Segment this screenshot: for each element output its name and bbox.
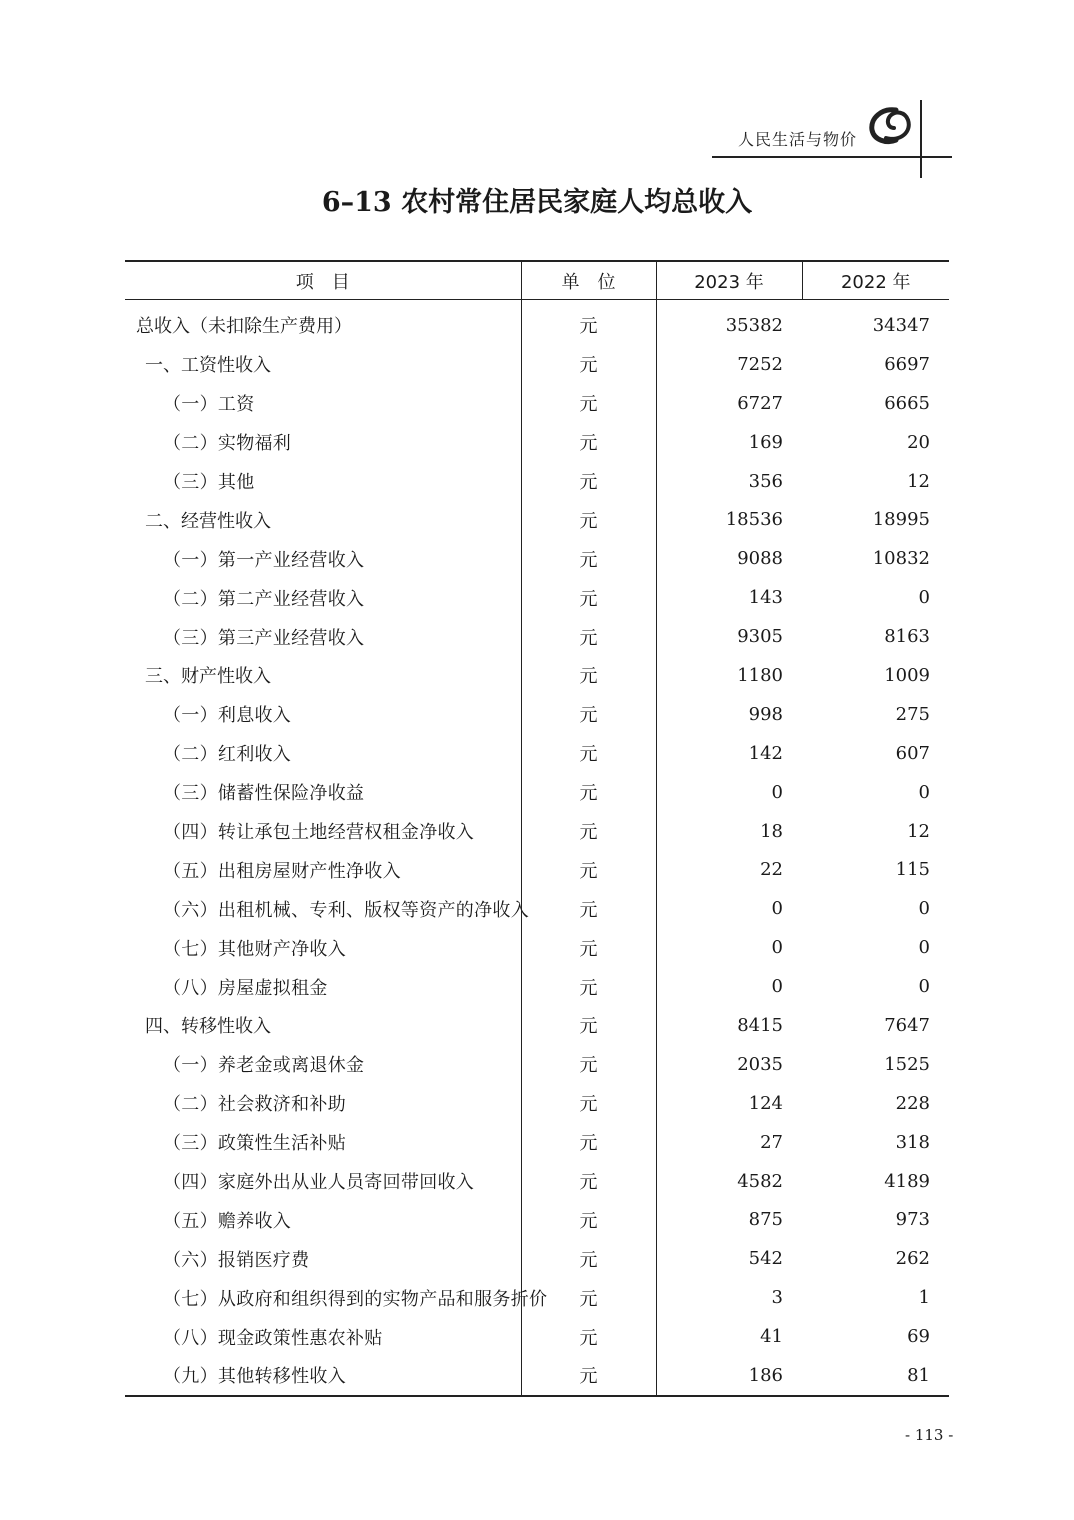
row-unit: 元 bbox=[521, 578, 656, 617]
row-value-2023: 1180 bbox=[737, 664, 783, 686]
row-item-label: （七）从政府和组织得到的实物产品和服务折价 bbox=[163, 1288, 548, 1310]
table-row bbox=[125, 300, 949, 345]
row-value-2022: 34347 bbox=[872, 314, 930, 336]
row-value-2023: 356 bbox=[748, 470, 783, 492]
row-value-2022: 262 bbox=[895, 1248, 930, 1270]
table-row bbox=[125, 1123, 949, 1162]
row-item-label: （五）赡养收入 bbox=[163, 1210, 292, 1232]
row-unit: 元 bbox=[521, 695, 656, 734]
table-row bbox=[125, 1162, 949, 1201]
row-value-2022: 0 bbox=[918, 898, 930, 920]
row-value-2022: 1 bbox=[918, 1287, 930, 1309]
row-value-2023: 9305 bbox=[737, 626, 783, 648]
row-item-label: 二、经营性收入 bbox=[145, 510, 271, 532]
row-value-2022: 69 bbox=[907, 1326, 930, 1348]
row-value-2022: 1525 bbox=[884, 1053, 930, 1075]
table-row bbox=[125, 1356, 949, 1396]
column-header-2023: 2023 年 bbox=[656, 261, 802, 300]
table-row bbox=[125, 850, 949, 889]
table-row bbox=[125, 1278, 949, 1317]
row-value-2022: 0 bbox=[918, 976, 930, 998]
row-value-2022: 0 bbox=[918, 587, 930, 609]
row-item-label: 总收入（未扣除生产费用） bbox=[136, 316, 352, 338]
row-value-2022: 0 bbox=[918, 937, 930, 959]
row-unit: 元 bbox=[521, 1123, 656, 1162]
income-table bbox=[125, 260, 949, 1397]
row-item-label: （八）现金政策性惠农补贴 bbox=[163, 1327, 383, 1349]
row-value-2022: 318 bbox=[895, 1131, 930, 1153]
row-value-2023: 998 bbox=[748, 703, 783, 725]
row-unit: 元 bbox=[521, 423, 656, 462]
row-value-2023: 142 bbox=[748, 742, 783, 764]
table-row bbox=[125, 423, 949, 462]
table-row bbox=[125, 889, 949, 928]
row-value-2023: 0 bbox=[771, 898, 783, 920]
row-item-label: （三）储蓄性保险净收益 bbox=[163, 783, 365, 805]
row-value-2022: 607 bbox=[895, 742, 930, 764]
row-item-label: （八）房屋虚拟租金 bbox=[163, 977, 328, 999]
row-value-2023: 4582 bbox=[737, 1170, 783, 1192]
table-row bbox=[125, 578, 949, 617]
row-unit: 元 bbox=[521, 773, 656, 812]
column-header-unit: 单 位 bbox=[521, 261, 656, 300]
row-unit: 元 bbox=[521, 850, 656, 889]
row-item-label: （二）第二产业经营收入 bbox=[163, 588, 365, 610]
row-item-label: （二）实物福利 bbox=[163, 433, 292, 455]
row-value-2023: 7252 bbox=[737, 353, 783, 375]
row-value-2022: 20 bbox=[907, 431, 930, 453]
section-label: 人民生活与物价 bbox=[738, 130, 858, 149]
row-value-2022: 18995 bbox=[872, 509, 930, 531]
row-value-2023: 542 bbox=[748, 1248, 783, 1270]
table-row bbox=[125, 462, 949, 501]
row-item-label: （五）出租房屋财产性净收入 bbox=[163, 860, 401, 882]
row-unit: 元 bbox=[521, 1200, 656, 1239]
row-unit: 元 bbox=[521, 500, 656, 539]
row-value-2023: 0 bbox=[771, 937, 783, 959]
row-unit: 元 bbox=[521, 539, 656, 578]
row-value-2022: 8163 bbox=[884, 626, 930, 648]
header-rule-vertical bbox=[920, 100, 922, 178]
table-row bbox=[125, 734, 949, 773]
row-value-2023: 3 bbox=[771, 1287, 783, 1309]
row-unit: 元 bbox=[521, 928, 656, 967]
row-unit: 元 bbox=[521, 617, 656, 656]
row-item-label: （三）政策性生活补贴 bbox=[163, 1133, 346, 1155]
row-unit: 元 bbox=[521, 1006, 656, 1045]
row-unit: 元 bbox=[521, 1084, 656, 1123]
table-row bbox=[125, 967, 949, 1006]
row-unit: 元 bbox=[521, 734, 656, 773]
row-value-2022: 0 bbox=[918, 781, 930, 803]
table-row bbox=[125, 384, 949, 423]
row-item-label: （六）出租机械、专利、版权等资产的净收入 bbox=[163, 899, 529, 921]
row-item-label: 一、工资性收入 bbox=[145, 355, 271, 377]
row-item-label: 三、财产性收入 bbox=[145, 666, 271, 688]
row-item-label: （一）第一产业经营收入 bbox=[163, 549, 365, 571]
table-row bbox=[125, 773, 949, 812]
row-item-label: （四）转让承包土地经营权租金净收入 bbox=[163, 822, 475, 844]
row-value-2023: 6727 bbox=[737, 392, 783, 414]
row-unit: 元 bbox=[521, 1045, 656, 1084]
column-header-item: 项 目 bbox=[125, 261, 521, 300]
row-value-2023: 124 bbox=[748, 1092, 783, 1114]
row-value-2023: 875 bbox=[748, 1209, 783, 1231]
row-unit: 元 bbox=[521, 345, 656, 384]
row-item-label: （一）工资 bbox=[163, 394, 255, 416]
row-item-label: （九）其他转移性收入 bbox=[125, 1356, 521, 1396]
row-unit: 元 bbox=[521, 1239, 656, 1278]
row-value-2023: 143 bbox=[748, 587, 783, 609]
row-value-2023: 18 bbox=[760, 820, 783, 842]
row-value-2023: 35382 bbox=[725, 314, 783, 336]
row-value-2022: 10832 bbox=[872, 548, 930, 570]
row-item-label: （三）第三产业经营收入 bbox=[163, 627, 365, 649]
row-item-label: （七）其他财产净收入 bbox=[163, 938, 346, 960]
table-title: 6–13 农村常住居民家庭人均总收入 bbox=[321, 187, 753, 218]
table-row bbox=[125, 539, 949, 578]
row-unit: 元 bbox=[521, 300, 656, 345]
table-row bbox=[125, 1200, 949, 1239]
table-row bbox=[125, 617, 949, 656]
row-value-2023: 9088 bbox=[737, 548, 783, 570]
row-value-2022: 6697 bbox=[884, 353, 930, 375]
row-value-2023: 169 bbox=[748, 431, 783, 453]
row-unit: 元 bbox=[521, 384, 656, 423]
row-unit: 元 bbox=[521, 1162, 656, 1201]
row-unit: 元 bbox=[521, 1317, 656, 1356]
row-value-2023: 27 bbox=[760, 1131, 783, 1153]
row-value-2022: 7647 bbox=[884, 1014, 930, 1036]
row-value-2023: 8415 bbox=[737, 1014, 783, 1036]
row-value-2022: 12 bbox=[907, 470, 930, 492]
row-item-label: 四、转移性收入 bbox=[145, 1016, 271, 1038]
row-item-label: （一）养老金或离退休金 bbox=[163, 1055, 365, 1077]
row-value-2023: 2035 bbox=[737, 1053, 783, 1075]
row-value-2023: 0 bbox=[771, 781, 783, 803]
table-row bbox=[125, 345, 949, 384]
row-item-label: （六）报销医疗费 bbox=[163, 1249, 310, 1271]
table-row bbox=[125, 1045, 949, 1084]
row-value-2022: 4189 bbox=[884, 1170, 930, 1192]
row-value-2023: 0 bbox=[771, 976, 783, 998]
page-number: - 113 - bbox=[905, 1426, 954, 1444]
row-item-label: （三）其他 bbox=[163, 472, 255, 493]
row-unit: 元 bbox=[521, 812, 656, 851]
table-row bbox=[125, 500, 949, 539]
table-row bbox=[125, 656, 949, 695]
row-value-2022: 973 bbox=[895, 1209, 930, 1231]
row-unit: 元 bbox=[521, 656, 656, 695]
row-unit: 元 bbox=[521, 967, 656, 1006]
row-value-2022: 6665 bbox=[884, 392, 930, 414]
table-row bbox=[125, 812, 949, 851]
row-value-2022: 81 bbox=[802, 1356, 949, 1396]
row-value-2023: 41 bbox=[760, 1326, 783, 1348]
row-unit: 元 bbox=[521, 462, 656, 501]
table-row bbox=[125, 1317, 949, 1356]
table-row bbox=[125, 1239, 949, 1278]
table-row bbox=[125, 1006, 949, 1045]
row-item-label: （二）社会救济和补助 bbox=[163, 1094, 346, 1116]
table-row bbox=[125, 928, 949, 967]
row-unit: 元 bbox=[521, 1278, 656, 1317]
column-header-2022: 2022 年 bbox=[802, 261, 949, 300]
header-rule-horizontal bbox=[712, 156, 952, 158]
row-item-label: （一）利息收入 bbox=[163, 705, 292, 727]
row-value-2023: 186 bbox=[656, 1356, 802, 1396]
row-item-label: （二）红利收入 bbox=[163, 744, 292, 766]
table-row bbox=[125, 1084, 949, 1123]
table-row bbox=[125, 695, 949, 734]
table-header-row bbox=[125, 261, 949, 300]
row-unit: 元 bbox=[521, 1356, 656, 1396]
row-value-2022: 1009 bbox=[884, 664, 930, 686]
row-unit: 元 bbox=[521, 889, 656, 928]
table-body bbox=[125, 300, 949, 1396]
row-value-2022: 12 bbox=[907, 820, 930, 842]
row-value-2022: 228 bbox=[895, 1092, 930, 1114]
row-value-2022: 115 bbox=[895, 859, 930, 881]
row-value-2023: 18536 bbox=[725, 509, 783, 531]
row-value-2023: 22 bbox=[760, 859, 783, 881]
row-value-2022: 275 bbox=[895, 703, 930, 725]
stats-logo-icon bbox=[866, 104, 914, 148]
row-item-label: （四）家庭外出从业人员寄回带回收入 bbox=[163, 1172, 475, 1194]
